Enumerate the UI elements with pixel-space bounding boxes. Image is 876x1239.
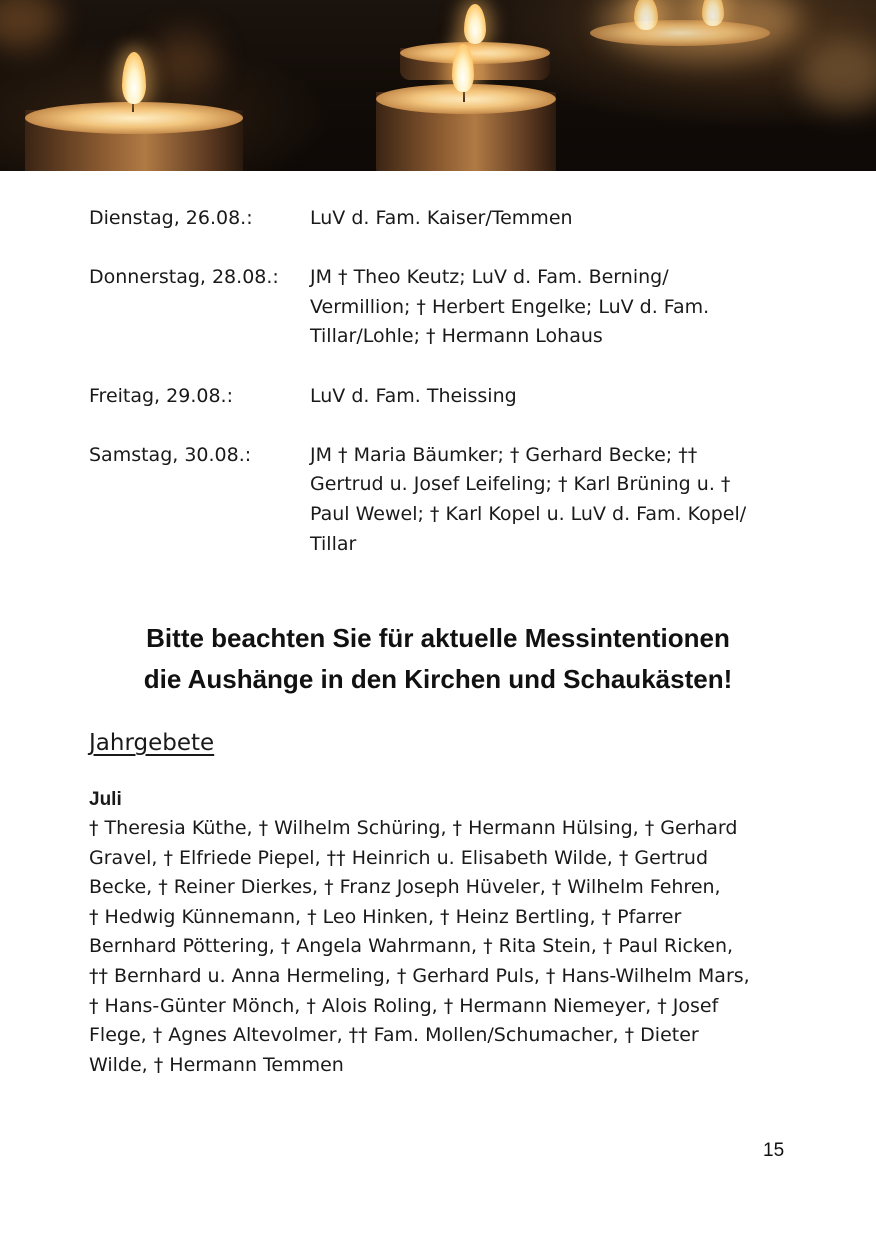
names-line: † Hedwig Künnemann, † Leo Hinken, † Heinz Bertling, † Pfarrer (89, 905, 682, 928)
page-number: 15 (763, 1140, 785, 1161)
names-line: Becke, † Reiner Dierkes, † Franz Joseph Hüveler, † Wilhelm Fehren, (89, 876, 721, 899)
month-label: Juli (89, 789, 122, 810)
intention-line: Tillar/Lohle; † Hermann Lohaus (310, 325, 603, 348)
schedule-day: Samstag, 30.08.: (89, 443, 252, 466)
section-title: Jahrgebete (89, 730, 215, 756)
intention-line: LuV d. Fam. Kaiser/Temmen (310, 207, 573, 229)
schedule-intentions (310, 263, 780, 352)
intention-line: LuV d. Fam. Theissing (310, 384, 517, 407)
anniversary-names (89, 814, 789, 1080)
names-line: † Hans-Günter Mönch, † Alois Roling, † Hermann Niemeyer, † Josef (89, 994, 719, 1017)
schedule-day: Donnerstag, 28.08.: (89, 266, 279, 289)
schedule-row (89, 382, 799, 412)
intention-line: JM † Theo Keutz; LuV d. Fam. Berning/ (310, 266, 669, 289)
intention-line: Vermillion; † Herbert Engelke; LuV d. Fam. (310, 295, 710, 318)
schedule-day: Dienstag, 26.08.: (89, 207, 253, 229)
schedule-intentions (310, 204, 780, 234)
names-line: Flege, † Agnes Altevolmer, †† Fam. Mollen/Schumacher, † Dieter (89, 1024, 699, 1047)
notice-line: die Aushänge in den Kirchen und Schaukästen! (143, 664, 733, 694)
candle-back (400, 20, 550, 80)
names-line: †† Bernhard u. Anna Hermeling, † Gerhard Puls, † Hans-Wilhelm Mars, (89, 964, 750, 987)
intention-line: Paul Wewel; † Karl Kopel u. LuV d. Fam. Kopel/ (310, 502, 747, 525)
names-line: Wilde, † Hermann Temmen (89, 1053, 344, 1076)
names-line: Gravel, † Elfriede Piepel, †† Heinrich u. Elisabeth Wilde, † Gertrud (89, 846, 709, 869)
intention-line: Gertrud u. Josef Leifeling; † Karl Brüning u. † (310, 473, 731, 496)
names-line: Bernhard Pöttering, † Angela Wahrmann, † Rita Stein, † Paul Ricken, (89, 935, 734, 958)
schedule-row (89, 441, 799, 559)
schedule-intentions (310, 382, 780, 412)
candles-photo (0, 0, 876, 171)
mass-intentions-schedule (89, 204, 799, 559)
candle-right (590, 10, 770, 60)
candle-left (25, 60, 243, 171)
schedule-row (89, 204, 799, 234)
intention-line: Tillar (310, 532, 357, 555)
candle-center (376, 78, 556, 171)
schedule-day: Freitag, 29.08.: (89, 384, 233, 407)
notice-message (0, 618, 876, 700)
intention-line: JM † Maria Bäumker; † Gerhard Becke; †† (310, 443, 698, 466)
schedule-row (89, 263, 799, 352)
schedule-intentions (310, 441, 780, 559)
notice-line: Bitte beachten Sie für aktuelle Messintentionen (146, 623, 730, 653)
names-line: † Theresia Küthe, † Wilhelm Schüring, † Hermann Hülsing, † Gerhard (89, 817, 738, 839)
